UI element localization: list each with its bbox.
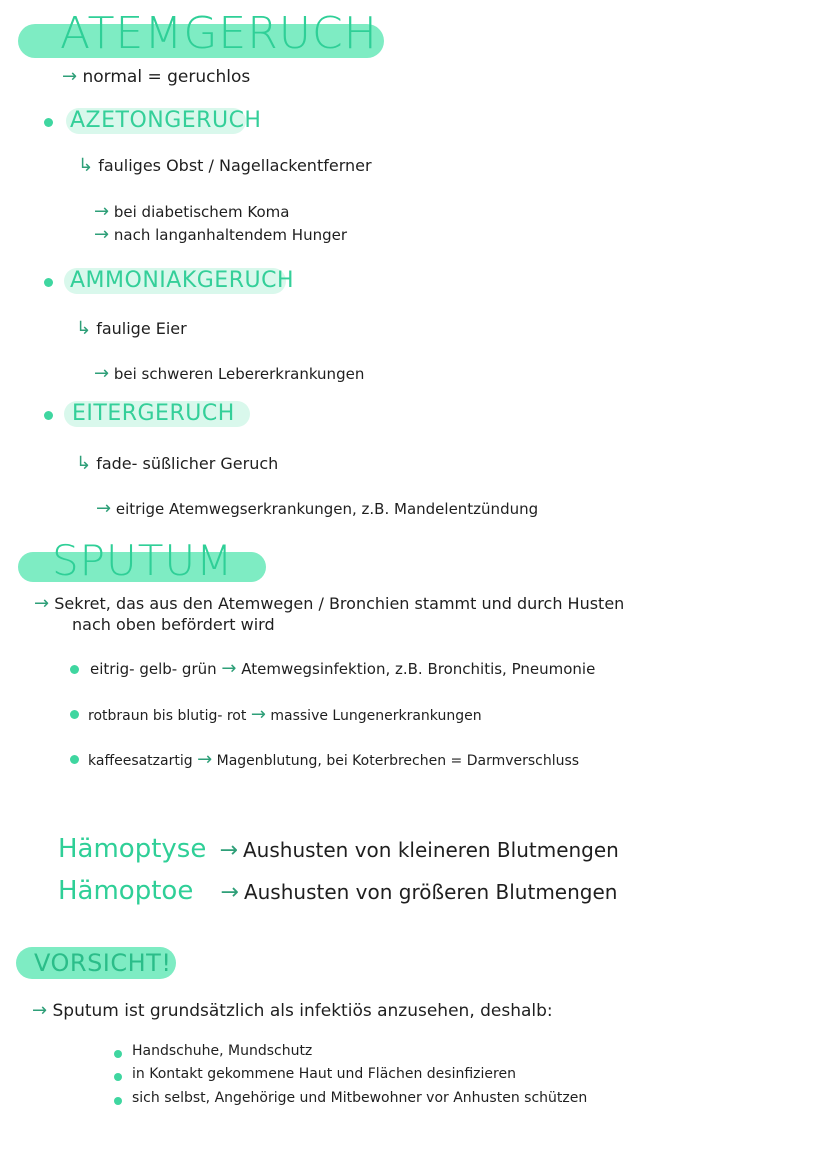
vorsicht-statement-text: Sputum ist grundsätzlich als infektiös anzusehen, deshalb: [52, 1001, 553, 1021]
atemgeruch-intro-text: normal = geruchlos [82, 67, 251, 87]
term-name: Hämoptyse [58, 834, 207, 864]
hook-arrow-icon: ↳ [76, 318, 92, 339]
subheading-eitergeruch: EITERGERUCH [72, 401, 235, 426]
vorsicht-statement [32, 1000, 553, 1022]
sputum-type-meaning: Magenblutung, bei Koterbrechen = Darmverschluss [216, 753, 580, 769]
arrow-icon: → [62, 66, 78, 87]
sputum-definition-line1: Sekret, das aus den Atemwegen / Bronchien stammt und durch Husten [54, 594, 625, 613]
arrow-icon: → [94, 201, 110, 222]
term-definition: Aushusten von größeren Blutmengen [243, 880, 618, 904]
bullet-icon [70, 710, 79, 719]
ammoniak-item [94, 363, 364, 385]
subheading-ammoniakgeruch: AMMONIAKGERUCH [70, 268, 294, 293]
azeton-item [94, 201, 290, 223]
arrow-icon: → [250, 704, 266, 725]
sputum-type-row [88, 749, 579, 771]
sputum-type-label: kaffeesatzartig [88, 753, 193, 769]
eiter-desc [76, 453, 278, 475]
bullet-icon [44, 278, 53, 287]
arrow-icon: → [96, 498, 112, 519]
azeton-item-text: bei diabetischem Koma [113, 203, 290, 221]
bullet-icon [70, 755, 79, 764]
sputum-type-label: rotbraun bis blutig- rot [88, 708, 247, 724]
term-definition: Aushusten von kleineren Blutmengen [242, 838, 619, 862]
hook-arrow-icon: ↳ [78, 155, 94, 176]
vorsicht-item: in Kontakt gekommene Haut und Flächen desinfizieren [132, 1066, 516, 1082]
eiter-item-text: eitrige Atemwegserkrankungen, z.B. Mandelentzündung [115, 500, 539, 518]
vorsicht-item: Handschuhe, Mundschutz [132, 1043, 313, 1059]
section-title-vorsicht: VORSICHT! [34, 949, 172, 977]
bullet-icon [70, 665, 79, 674]
section-title-sputum: SPUTUM [52, 536, 234, 585]
sputum-type-row [90, 658, 595, 680]
sputum-type-row [88, 704, 482, 726]
term-row [58, 878, 617, 906]
arrow-icon: → [219, 838, 238, 863]
sputum-definition [34, 593, 624, 615]
bullet-icon [114, 1073, 122, 1081]
azeton-desc [78, 155, 372, 177]
sputum-type-label: eitrig- gelb- grün [90, 660, 217, 678]
term-row [58, 836, 619, 864]
sputum-definition-line2: nach oben befördert wird [72, 615, 275, 634]
azeton-item [94, 224, 347, 246]
azeton-item-text: nach langanhaltendem Hunger [113, 226, 348, 244]
subheading-azetongeruch: AZETONGERUCH [70, 108, 262, 133]
hook-arrow-icon: ↳ [76, 453, 92, 474]
arrow-icon: → [197, 749, 213, 770]
arrow-icon: → [94, 224, 110, 245]
arrow-icon: → [32, 1000, 48, 1021]
arrow-icon: → [34, 593, 50, 614]
sputum-definition-cont [72, 615, 275, 634]
section-title-atemgeruch: ATEMGERUCH [60, 8, 378, 59]
bullet-icon [44, 118, 53, 127]
eiter-desc-text: fade- süßlicher Geruch [96, 454, 279, 473]
ammoniak-item-text: bei schweren Lebererkrankungen [113, 365, 365, 383]
arrow-icon: → [221, 658, 237, 679]
vorsicht-item: sich selbst, Angehörige und Mitbewohner vor Anhusten schützen [132, 1090, 588, 1106]
bullet-icon [44, 411, 53, 420]
bullet-icon [114, 1097, 122, 1105]
arrow-icon: → [220, 880, 239, 905]
term-name: Hämoptoe [58, 876, 194, 906]
azeton-desc-text: fauliges Obst / Nagellackentferner [98, 156, 372, 175]
atemgeruch-intro [62, 66, 250, 88]
arrow-icon: → [94, 363, 110, 384]
ammoniak-desc-text: faulige Eier [96, 319, 187, 338]
eiter-item [96, 498, 538, 520]
sputum-type-meaning: massive Lungenerkrankungen [270, 708, 482, 724]
ammoniak-desc [76, 318, 187, 340]
bullet-icon [114, 1050, 122, 1058]
sputum-type-meaning: Atemwegsinfektion, z.B. Bronchitis, Pneumonie [241, 660, 596, 678]
